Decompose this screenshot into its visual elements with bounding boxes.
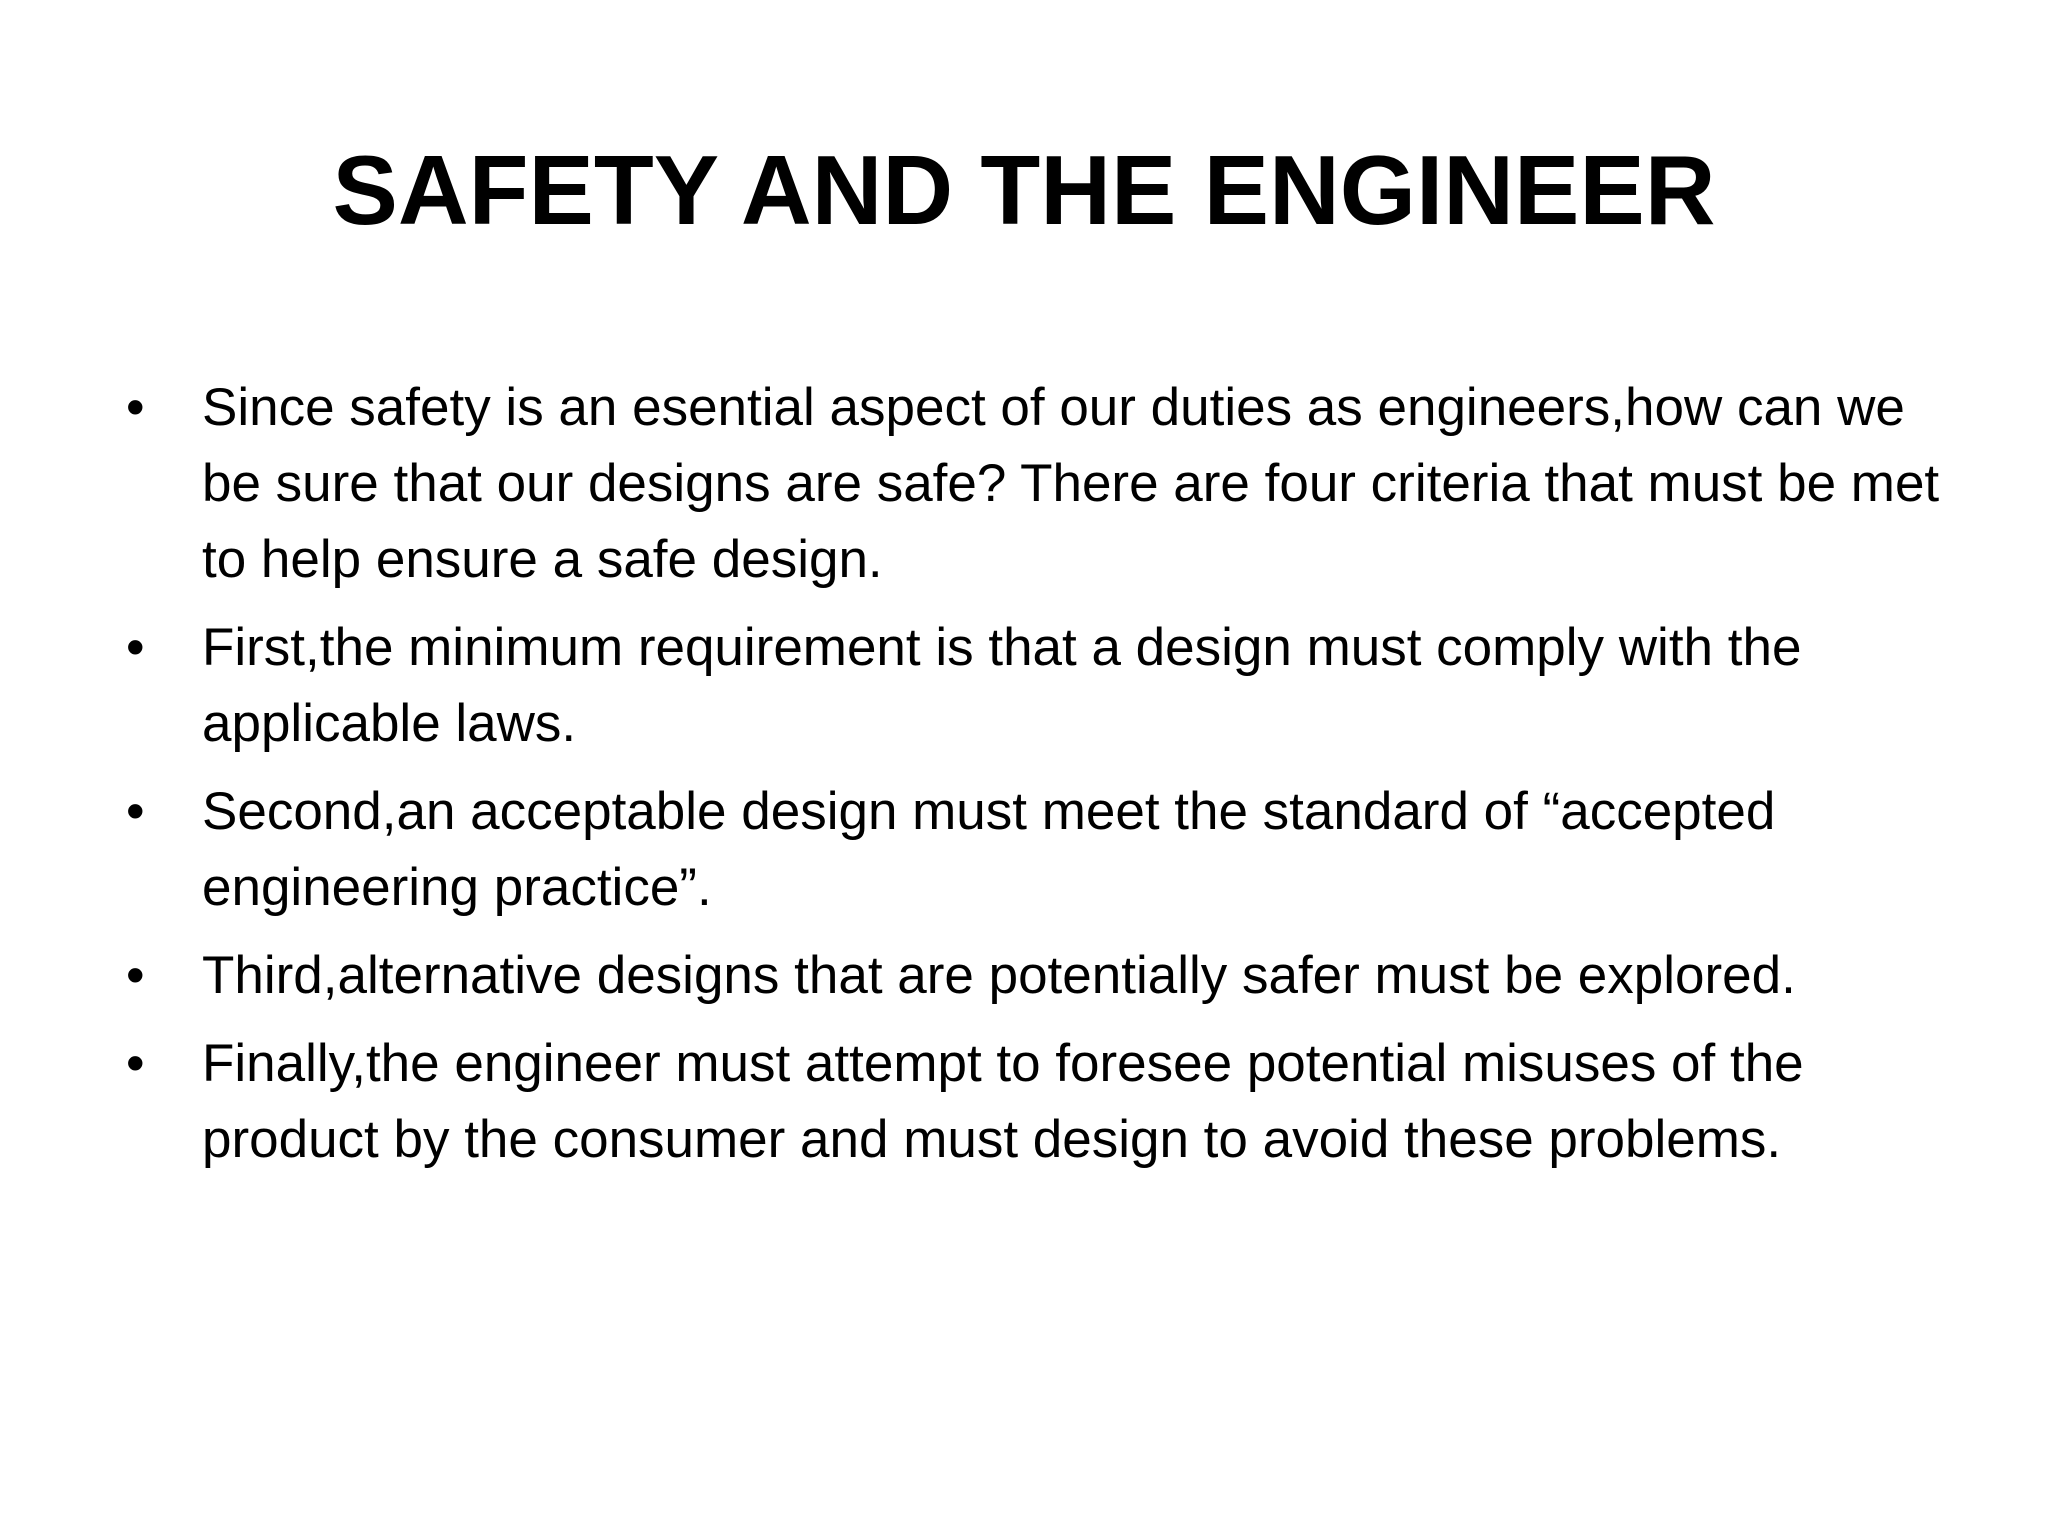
bullet-icon: • — [126, 946, 145, 1005]
bullet-text: Second,an acceptable design must meet the standard of “accepted engineering practice”. — [202, 782, 1776, 917]
bullet-icon: • — [126, 1034, 145, 1093]
bullet-text: Finally,the engineer must attempt to foresee potential misuses of the product by the consumer and must design to avoid these problems. — [202, 1034, 1804, 1169]
bullet-text: First,the minimum requirement is that a design must comply with the applicable laws. — [202, 618, 1802, 753]
bullet-item — [118, 610, 1948, 762]
bullet-text: Since safety is an esential aspect of our duties as engineers,how can we be sure that our designs are safe? There are four criteria that must be met to help ensure a safe design. — [202, 378, 1940, 589]
slide-title: SAFETY AND THE ENGINEER — [332, 135, 1716, 245]
bullet-item — [118, 370, 1948, 598]
bullet-icon: • — [126, 782, 145, 841]
bullet-item — [118, 938, 1948, 1014]
bullet-icon: • — [126, 378, 145, 437]
bullet-text: Third,alternative designs that are potentially safer must be explored. — [202, 946, 1796, 1005]
bullet-item — [118, 774, 1948, 926]
bullet-item — [118, 1026, 1948, 1178]
bullet-list — [118, 370, 1948, 1190]
bullet-icon: • — [126, 618, 145, 677]
